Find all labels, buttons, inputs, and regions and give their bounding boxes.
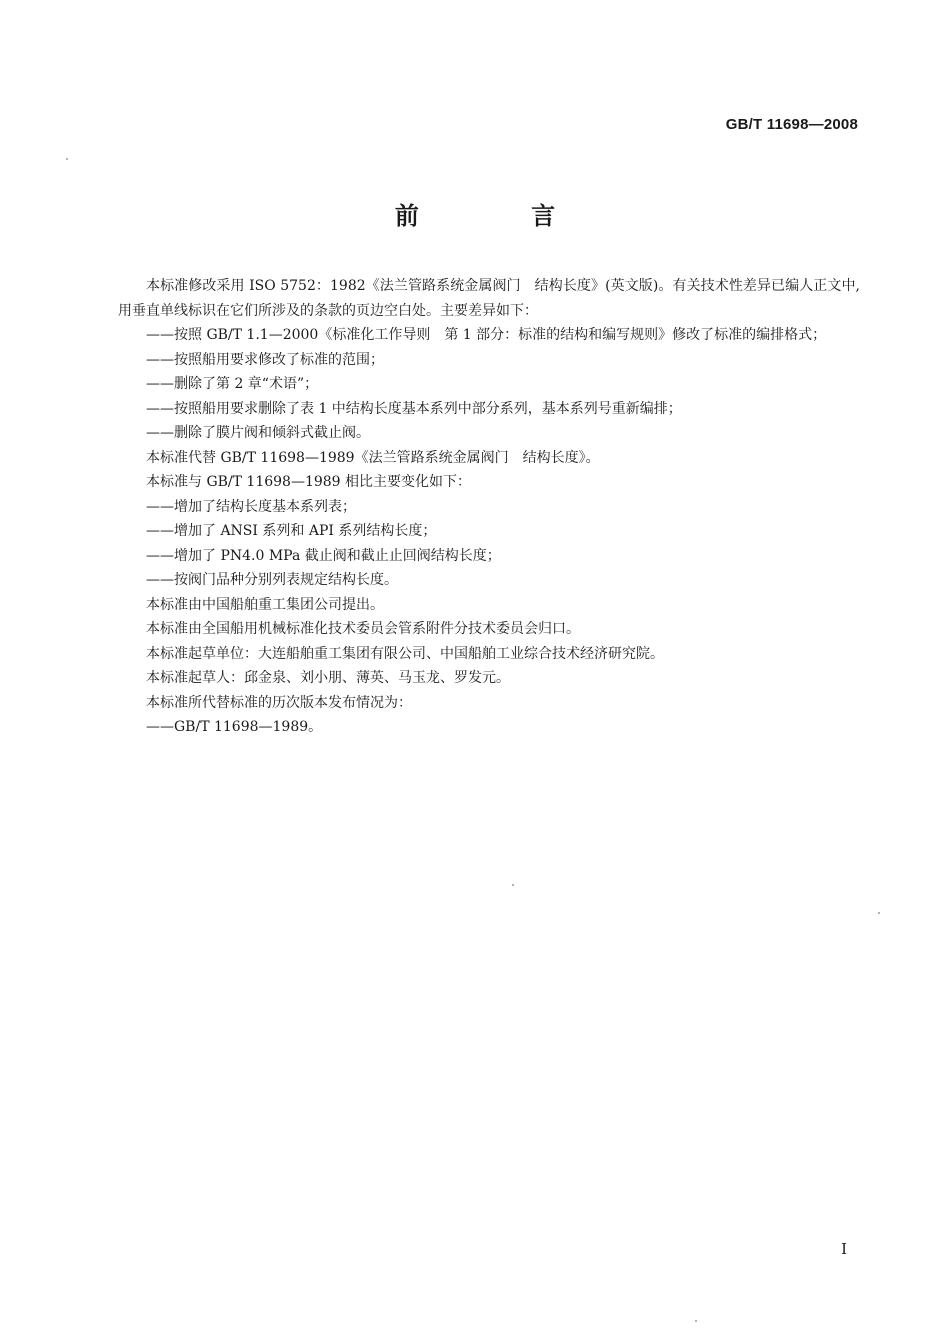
paragraph-changes: 本标准与 GB/T 11698—1989 相比主要变化如下： — [146, 474, 472, 490]
list-item: —— GB/T 11698—1989。 — [118, 715, 860, 740]
list-item: —— 增加了结构长度基本系列表； — [118, 495, 860, 520]
foreword-body — [118, 274, 860, 740]
list-item: —— 按照船用要求修改了标准的范围； — [118, 348, 860, 373]
paragraph-replaces: 本标准代替 GB/T 11698—1989《法兰管路系统金属阀门 结构长度》。 — [146, 449, 600, 466]
standard-code: GB/T 11698—2008 — [725, 116, 858, 133]
list-item: —— 增加了 ANSI 系列和 API 系列结构长度； — [118, 519, 860, 544]
paragraph-drafting-units: 本标准起草单位：大连船舶重工集团有限公司、中国船舶工业综合技术经济研究院。 — [146, 645, 664, 662]
paragraph-history: 本标准所代替标准的历次版本发布情况为： — [146, 694, 412, 711]
paragraph-centralized: 本标准由全国船用机械标准化技术委员会管系附件分技术委员会归口。 — [146, 621, 580, 637]
scan-speck — [695, 1320, 697, 1322]
list-item: —— 增加了 PN4.0 MPa 截止阀和截止止回阀结构长度； — [118, 544, 860, 569]
scan-speck — [878, 912, 880, 914]
paragraph-adoption: 本标准修改采用 ISO 5752：1982《法兰管路系统金属阀门 结构长度》(英文版)。有关技术性差异已编人正文中,用垂直单线标识在它们所涉及的条款的页边空白处。主要差异如下： — [118, 278, 860, 319]
scan-speck — [512, 884, 514, 886]
list-item: —— 按照 GB/T 1.1—2000《标准化工作导则 第 1 部分：标准的结构和编写规则》修改了标准的编排格式； — [118, 323, 860, 348]
paragraph-proposer: 本标准由中国船舶重工集团公司提出。 — [146, 596, 384, 613]
list-item: —— 删除了膜片阀和倾斜式截止阀。 — [118, 421, 860, 446]
list-item: —— 按照船用要求删除了表 1 中结构长度基本系列中部分系列，基本系列号重新编排； — [118, 397, 860, 422]
list-item: —— 删除了第 2 章“术语”； — [118, 372, 860, 397]
list-item: —— 按阀门品种分别列表规定结构长度。 — [118, 568, 860, 593]
paragraph-drafters: 本标准起草人：邱金泉、刘小朋、薄英、马玉龙、罗发元。 — [146, 670, 510, 686]
page-number: I — [841, 1240, 847, 1258]
page-title: 前 言 — [394, 202, 608, 230]
scan-speck — [66, 158, 68, 160]
